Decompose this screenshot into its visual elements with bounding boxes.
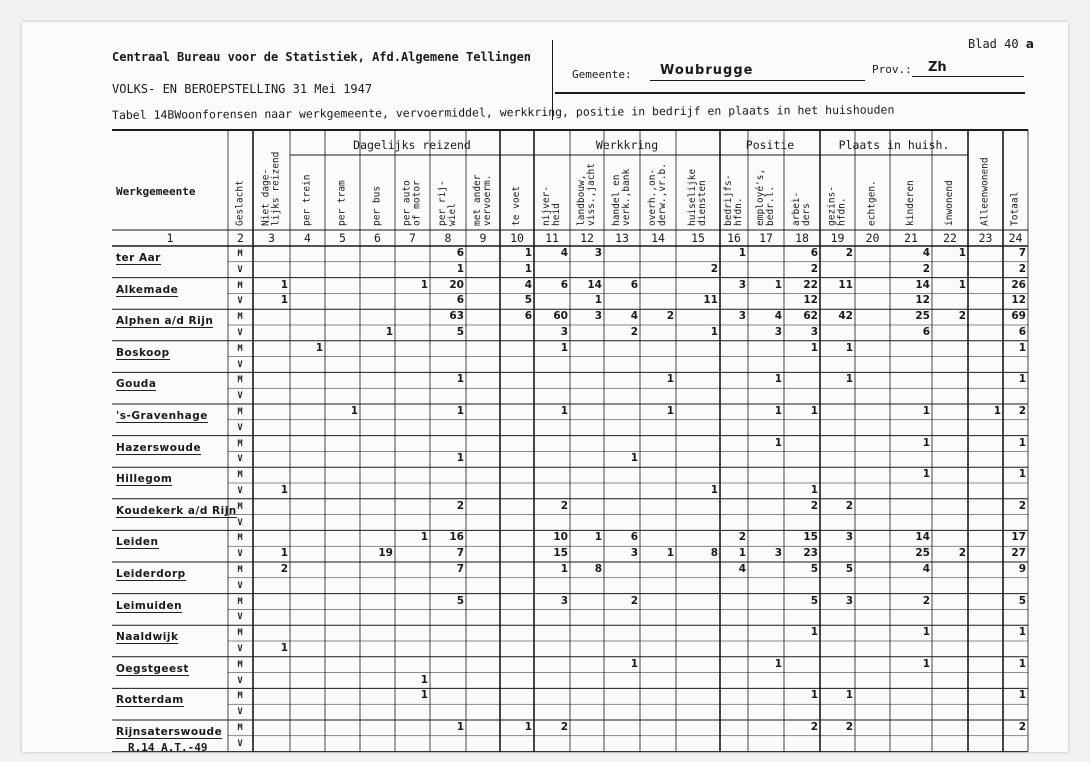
cell-value: 1 [958,247,966,259]
cell-value: 7 [456,563,464,575]
cell-value: 2 [1018,262,1026,275]
cell-value: 1 [560,405,568,417]
cell-value: 1 [560,563,568,575]
cell-value: 1 [922,405,930,417]
municipality-name: Alphen a/d Rijn [116,315,214,328]
gender-label: M [237,596,243,607]
cell-value: 1 [958,278,966,291]
cell-value: 5 [845,563,853,575]
cell-value: 1 [1018,436,1026,449]
cell-value: 8 [710,547,718,560]
cell-value: 2 [630,594,638,607]
column-header-werkgemeente: Werkgemeente [116,185,196,198]
column-header-6: per bus [371,185,383,226]
cell-value: 1 [922,626,930,639]
cell-value: 1 [922,468,930,481]
cell-value: 1 [524,262,532,275]
cell-value: 2 [810,721,818,733]
cell-value: 3 [630,547,638,560]
cell-value: 2 [710,262,718,275]
cell-value: 1 [630,452,638,465]
gender-label: M [237,723,243,733]
cell-value: 4 [922,247,930,259]
cell-value: 1 [1018,626,1026,639]
municipality-name: Oegstgeest [116,662,189,675]
gender-label: V [237,675,243,686]
cell-value: 3 [594,310,602,323]
gender-label: M [237,533,243,544]
cell-value: 69 [1011,310,1026,323]
group-header-plaats: Plaats in huish. [838,138,950,152]
cell-value: 2 [845,247,853,259]
cell-value: 6 [560,278,568,291]
bureau-title: Centraal Bureau voor de Statistiek, Afd.Algemene Tellingen [112,50,532,64]
column-number-6: 6 [374,231,381,245]
cell-value: 16 [449,531,464,544]
cell-value: 2 [1018,721,1026,733]
column-number-5: 5 [339,231,346,245]
cell-value: 4 [630,310,638,323]
cell-value: 1 [710,484,718,496]
column-header-7: per auto of motor [401,180,423,226]
cell-value: 2 [560,499,568,512]
cell-value: 1 [280,278,288,291]
cell-value: 12 [1011,294,1026,307]
gender-label: V [237,264,243,275]
column-number-11: 11 [545,231,559,245]
cell-value: 2 [456,499,464,512]
gender-label: V [237,328,243,338]
column-header-12: landbouw, viss.,jacht [576,163,597,226]
column-header-4: per trein [301,174,313,226]
cell-value: 1 [280,642,288,654]
municipality-name: Leiderdorp [116,568,186,580]
gemeente-value: Woubrugge [660,63,754,78]
cell-value: 17 [1011,531,1026,544]
cell-value: 1 [810,341,818,354]
cell-value: 1 [385,326,393,338]
column-number-12: 12 [580,231,594,245]
gender-label: V [237,517,243,528]
column-header-11: nijver- heid [541,185,562,226]
column-number-18: 18 [795,231,809,245]
cell-value: 3 [845,594,853,607]
column-header-13: handel en verk.,bank [611,168,632,226]
cell-value: 3 [738,310,746,323]
cell-value: 1 [738,247,746,259]
gemeente-label: Gemeente: [572,68,632,81]
cell-value: 3 [774,326,782,338]
municipality-name: ter Aar [116,252,161,264]
cell-value: 1 [280,547,288,560]
column-number-21: 21 [904,231,918,245]
cell-value: 1 [524,721,532,733]
cell-value: 7 [456,547,464,560]
cell-value: 3 [774,547,782,560]
column-number-19: 19 [830,231,845,245]
gender-label: V [237,612,243,623]
column-header-23: Alleenwonend [979,157,991,226]
gender-label: M [237,565,243,575]
column-header-17: employé's, bedr.l. [755,168,776,226]
cell-value: 2 [560,721,568,733]
column-number-20: 20 [865,231,880,245]
cell-value: 15 [553,547,568,560]
cell-value: 1 [594,531,602,544]
gender-label: V [237,454,243,465]
column-header-5: per tram [336,180,348,226]
cell-value: 1 [774,657,782,670]
cell-value: 1 [810,484,818,496]
cell-value: 1 [922,436,930,449]
cell-value: 2 [810,262,818,275]
group-header-werkkring: Werkkring [595,138,659,152]
cell-value: 27 [1011,547,1026,560]
cell-value: 5 [1018,594,1026,607]
cell-value: 2 [845,721,853,733]
column-header-20: echtgen. [866,180,878,226]
gender-label: M [237,691,243,702]
column-header-24: Totaal [1009,191,1021,226]
cell-value: 2 [280,563,288,575]
gender-label: M [237,249,243,259]
cell-value: 6 [524,310,532,323]
cell-value: 14 [915,278,930,291]
cell-value: 3 [738,278,746,291]
cell-value: 62 [803,310,818,323]
gender-label: M [237,407,243,417]
cell-value: 5 [810,563,818,575]
cell-value: 1 [1018,468,1026,481]
cell-value: 9 [1018,563,1026,575]
cell-value: 11 [703,294,718,307]
cell-value: 19 [378,547,393,560]
cell-value: 1 [280,484,288,496]
cell-value: 1 [315,341,323,354]
cell-value: 2 [922,262,930,275]
municipality-name: Alkemade [116,283,179,296]
gender-label: V [237,549,243,560]
cell-value: 1 [280,294,288,307]
table-title: Tabel 14BWoonforensen naar werkgemeente, vervoermiddel, werkkring, positie in bedrijf en plaats in het huishouden [111,102,895,122]
column-header-3: Niet dage- lijks reizend [260,151,282,226]
cell-value: 8 [594,563,602,575]
cell-value: 26 [1011,278,1026,291]
column-number-13: 13 [615,231,629,245]
cell-value: 1 [1018,341,1026,354]
cell-value: 1 [774,436,782,449]
cell-value: 2 [1018,405,1026,417]
municipality-name: Boskoop [116,346,170,359]
cell-value: 10 [553,531,568,544]
column-header-10: te voet [511,185,522,226]
column-number-16: 16 [727,231,741,245]
cell-value: 1 [350,405,358,417]
cell-value: 6 [456,294,464,307]
gender-label: M [237,280,243,291]
cell-value: 4 [738,563,746,575]
cell-value: 1 [922,657,930,670]
column-number-4: 4 [304,231,311,245]
municipality-name: Rijnsaterswoude [116,726,223,738]
gender-label: V [237,391,243,402]
cell-value: 2 [810,499,818,512]
cell-value: 1 [1018,373,1026,386]
gender-label: V [237,486,243,496]
column-number-24: 24 [1008,231,1023,245]
municipality-name: Leiden [116,536,159,549]
municipality-name: Hillegom [116,473,173,486]
cell-value: 2 [738,531,746,544]
gender-label: M [237,628,243,639]
gender-label: V [237,359,243,370]
cell-value: 14 [915,531,930,544]
cell-value: 1 [845,341,853,354]
cell-value: 1 [810,405,818,417]
cell-value: 1 [456,452,464,465]
cell-value: 1 [420,673,428,686]
column-number-7: 7 [409,231,416,245]
cell-value: 5 [456,594,464,607]
column-header-18: arbei- ders [791,191,812,226]
municipality-name: Naaldwijk [116,631,179,644]
cell-value: 1 [666,547,674,560]
column-number-9: 9 [479,231,487,245]
cell-value: 3 [594,247,602,259]
cell-value: 5 [456,326,464,338]
municipality-name: Koudekerk a/d Rijn [116,504,237,517]
cell-value: 1 [810,626,818,639]
cell-value: 3 [810,326,818,338]
cell-value: 12 [915,294,930,307]
column-number-10: 10 [510,231,524,245]
cell-value: 1 [666,405,674,417]
cell-value: 1 [774,405,782,417]
cell-value: 1 [630,657,638,670]
municipality-name: Hazerswoude [116,441,202,454]
cell-value: 20 [449,278,464,291]
group-header-positie: Positie [745,138,795,152]
column-header-15: huiselijke diensten [687,168,708,226]
cell-value: 23 [803,547,818,560]
column-number-2: 2 [237,231,244,245]
cell-value: 1 [845,689,853,702]
column-header-16: bedrijfs- hfdn. [723,174,744,226]
cell-value: 7 [1018,247,1026,259]
cell-value: 22 [803,278,818,291]
cell-value: 4 [524,278,532,291]
municipality-name: 's-Gravenhage [116,410,208,422]
cell-value: 1 [1018,657,1026,670]
column-number-17: 17 [759,231,773,245]
cell-value: 6 [630,278,638,291]
cell-value: 5 [810,594,818,607]
cell-value: 6 [810,247,818,259]
cell-value: 6 [1018,326,1026,338]
column-number-23: 23 [978,231,993,245]
cell-value: 1 [560,341,568,354]
column-number-14: 14 [651,231,665,245]
cell-value: 2 [845,499,853,512]
gender-label: M [237,343,243,354]
column-number-1: 1 [166,231,174,245]
cell-value: 12 [803,294,818,307]
cell-value: 6 [456,247,464,259]
column-header-21: kinderen [905,180,916,226]
cell-value: 1 [845,373,853,386]
municipality-name: Rotterdam [116,694,184,707]
cell-value: 1 [420,278,428,291]
cell-value: 14 [587,278,602,291]
cell-value: 2 [666,310,674,323]
gender-label: M [237,375,243,386]
cell-value: 25 [915,547,930,560]
cell-value: 3 [560,594,568,607]
cell-value: 1 [524,247,532,259]
gender-label: M [237,659,243,670]
gender-label: M [237,438,243,449]
cell-value: 4 [774,310,782,323]
gender-label: M [237,501,243,512]
column-number-8: 8 [444,231,452,245]
cell-value: 1 [456,721,464,733]
column-number-15: 15 [691,231,705,245]
cell-value: 1 [774,278,782,291]
census-title: VOLKS- EN BEROEPSTELLING 31 Mei 1947 [112,82,373,96]
column-number-22: 22 [943,231,957,245]
cell-value: 5 [524,294,532,307]
gender-label: V [237,738,243,749]
cell-value: 3 [560,326,568,338]
cell-value: 1 [456,262,464,275]
cell-value: 1 [420,531,428,544]
column-number-3: 3 [268,231,275,245]
cell-value: 1 [456,373,464,386]
cell-value: 2 [1018,499,1026,512]
cell-value: 1 [420,689,428,702]
cell-value: 4 [922,563,930,575]
column-header-19: gezins- hfdn. [826,185,848,226]
cell-value: 3 [845,531,853,544]
column-header-22: inwonend [944,180,955,226]
cell-value: 2 [922,594,930,607]
group-header-dagelijks: Dagelijks reizend [353,138,471,152]
sheet-label: Blad 40 a [968,37,1034,51]
cell-value: 2 [958,310,966,323]
cell-value: 1 [810,689,818,702]
cell-value: 11 [838,278,853,291]
prov-label: Prov.: [872,63,912,76]
column-header-14: overh.,on- derw.,vr.b. [647,163,668,226]
cell-value: 1 [774,373,782,386]
municipality-name: Leimuiden [116,599,183,612]
column-header-8: per rij- wiel [437,180,458,226]
gender-label: V [237,422,243,433]
cell-value: 1 [456,405,464,417]
cell-value: 1 [1018,689,1026,702]
cell-value: 2 [630,326,638,338]
column-header-2: Geslacht [234,180,246,226]
cell-value: 63 [449,310,464,323]
municipality-name: Gouda [116,378,157,391]
gender-label: V [237,707,243,718]
prov-value: Zh [928,60,947,75]
gender-label: V [237,580,243,591]
column-header-9: met ander vervoerm. [472,174,493,226]
cell-value: 42 [838,310,853,323]
cell-value: 1 [594,294,602,307]
gender-label: M [237,312,243,323]
cell-value: 1 [738,547,746,560]
cell-value: 1 [993,405,1001,417]
cell-value: 60 [553,310,568,323]
cell-value: 1 [710,326,718,338]
cell-value: 25 [915,310,930,323]
form-code: R.14 A.T.-49 [128,741,208,754]
cell-value: 4 [560,247,568,259]
gender-label: M [237,470,243,481]
cell-value: 6 [630,531,638,544]
gender-label: V [237,644,243,654]
cell-value: 1 [666,373,674,386]
cell-value: 6 [922,326,930,338]
cell-value: 2 [958,547,966,560]
gender-label: V [237,296,243,307]
cell-value: 15 [803,531,818,544]
